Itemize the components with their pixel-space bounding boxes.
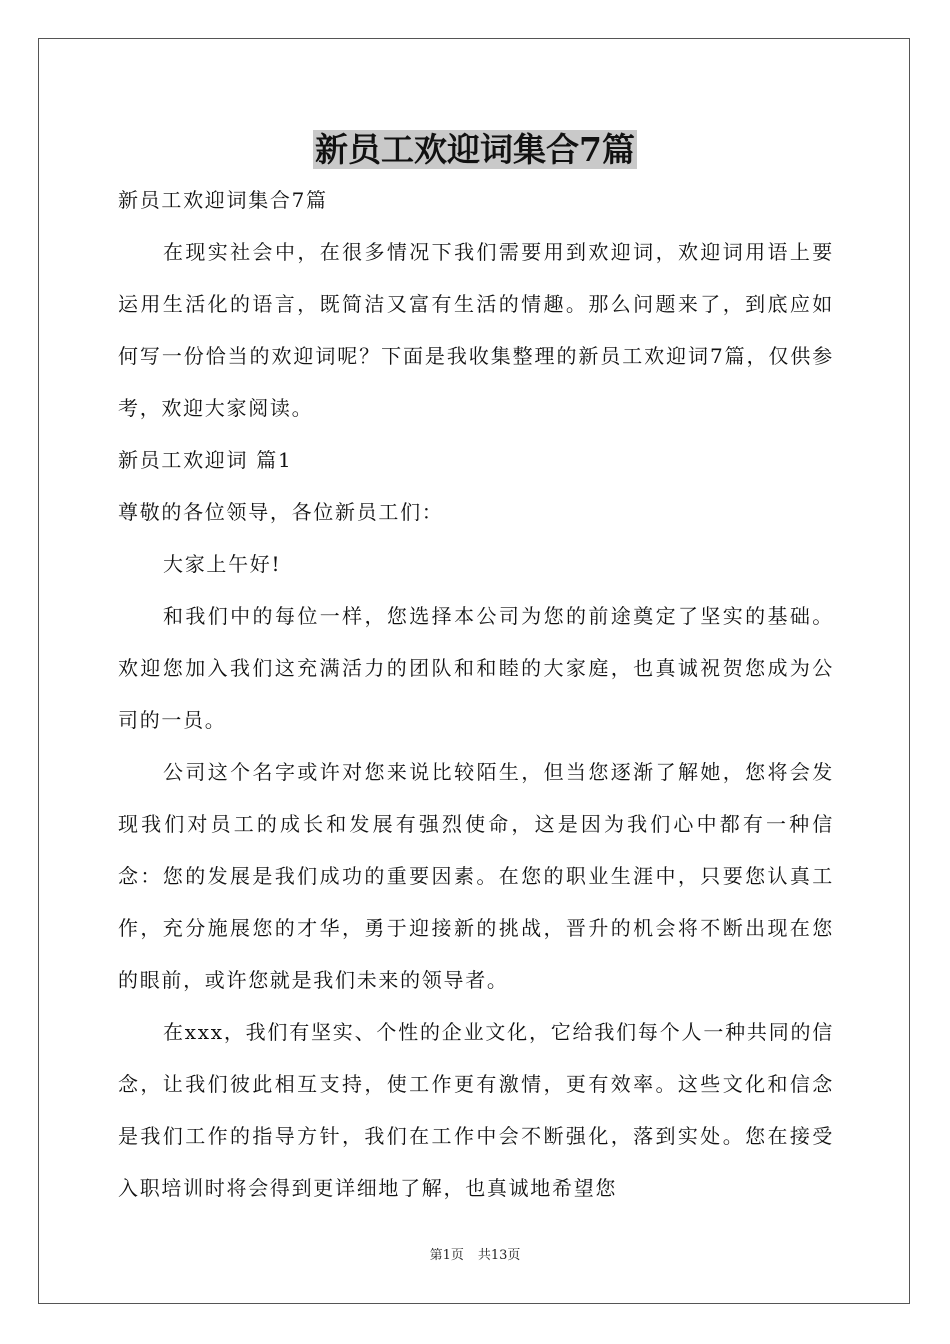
- document-body: [118, 174, 834, 1214]
- paragraph-subtitle: 新员工欢迎词集合7篇: [118, 188, 328, 212]
- total-pages: 共13页: [477, 1248, 521, 1263]
- document-title-text: 新员工欢迎词集合7篇: [315, 130, 635, 169]
- paragraph-intro: 在现实社会中，在很多情况下我们需要用到欢迎词，欢迎词用语上要运用生活化的语言，既简洁又富有生活的情趣。那么问题来了，到底应如何写一份恰当的欢迎词呢？下面是我收集整理的新员工欢迎词7篇，仅供参考，欢迎大家阅读。: [118, 240, 834, 420]
- paragraph-body-1: 和我们中的每位一样，您选择本公司为您的前途奠定了坚实的基础。欢迎您加入我们这充满活力的团队和和睦的大家庭，也真诚祝贺您成为公司的一员。: [118, 604, 834, 732]
- paragraph-body-3: 在xxx，我们有坚实、个性的企业文化，它给我们每个人一种共同的信念，让我们彼此相互支持，使工作更有激情，更有效率。这些文化和信念是我们工作的指导方针，我们在工作中会不断强化，落到实处。您在接受入职培训时将会得到更详细地了解，也真诚地希望您: [118, 1020, 834, 1200]
- document-title: [0, 126, 950, 174]
- paragraph-body-2: 公司这个名字或许对您来说比较陌生，但当您逐渐了解她，您将会发现我们对员工的成长和发展有强烈使命，这是因为我们心中都有一种信念：您的发展是我们成功的重要因素。在您的职业生涯中，只要您认真工作，充分施展您的才华，勇于迎接新的挑战，晋升的机会将不断出现在您的眼前，或许您就是我们未来的领导者。: [118, 760, 834, 992]
- page-number: 第1页: [429, 1248, 464, 1263]
- paragraph-greeting: 大家上午好!: [163, 552, 282, 576]
- page-footer: [0, 1246, 950, 1266]
- paragraph-salutation: 尊敬的各位领导，各位新员工们：: [118, 500, 444, 524]
- section-heading: 新员工欢迎词 篇1: [118, 448, 293, 472]
